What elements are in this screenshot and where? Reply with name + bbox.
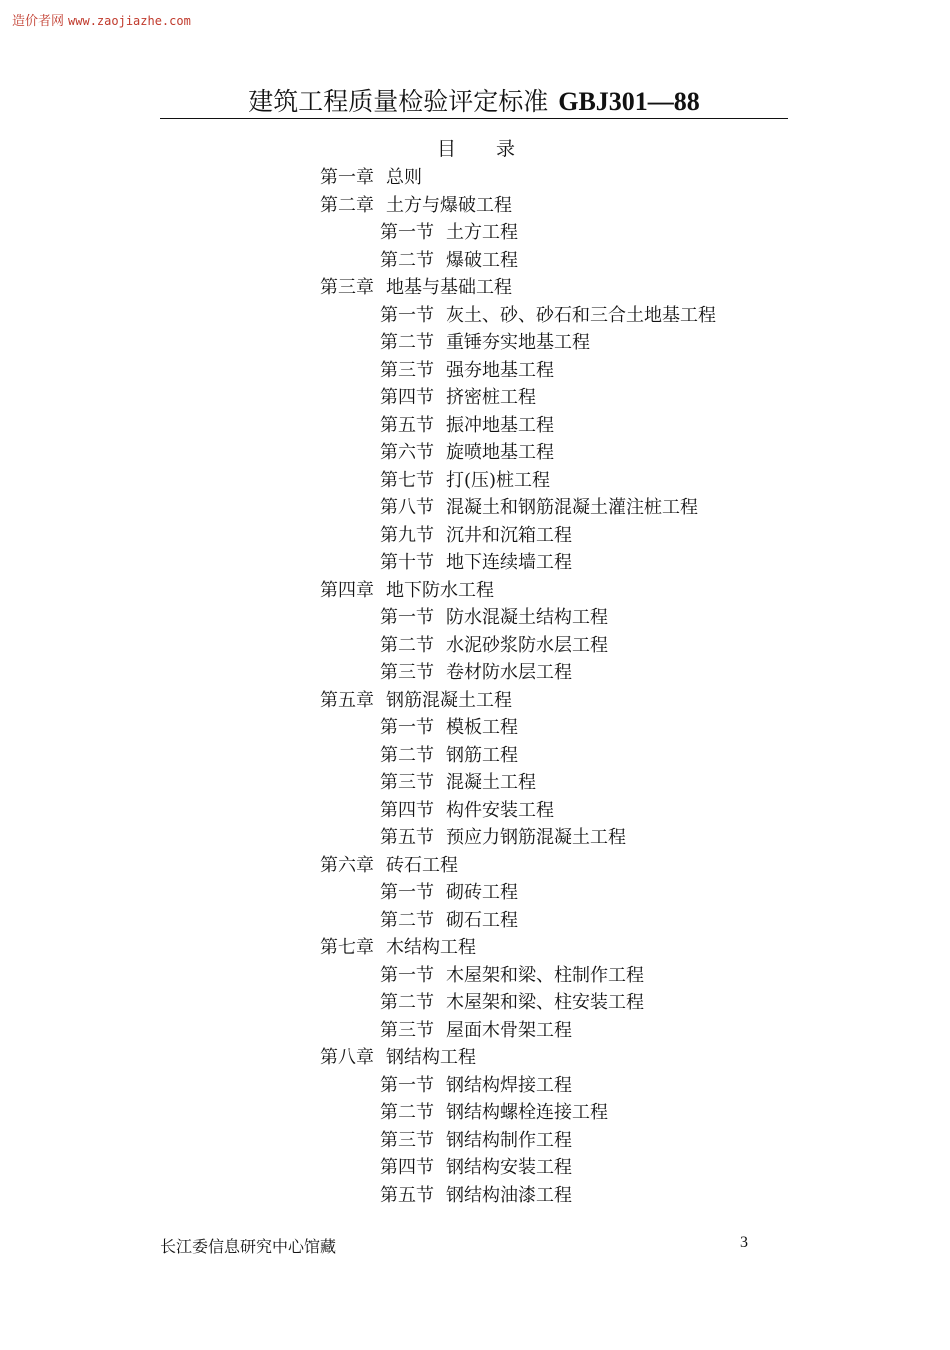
toc-entry-number: 第二节 (380, 634, 434, 656)
toc-entry-number: 第四节 (380, 799, 434, 821)
title-text: 建筑工程质量检验评定标准 (248, 87, 549, 116)
toc-entry-number: 第三节 (380, 359, 434, 381)
toc-entry-number: 第一节 (380, 607, 434, 628)
toc-entry-number: 第一节 (380, 1074, 434, 1096)
toc-section-entry[interactable] (320, 1072, 820, 1100)
toc-entry-number: 第九节 (380, 524, 434, 546)
toc-section-entry[interactable] (320, 549, 820, 577)
toc-entry-title: 强夯地基工程 (446, 359, 554, 381)
toc-entry-title: 混凝土和钢筋混凝土灌注桩工程 (446, 497, 698, 518)
toc-entry-number: 第三节 (380, 662, 434, 683)
toc-section-entry[interactable] (320, 219, 820, 247)
toc-section-entry[interactable] (320, 494, 820, 522)
site-watermark (12, 10, 191, 29)
toc-entry-number: 第二章 (320, 194, 374, 216)
toc-entry-number: 第十节 (380, 552, 434, 573)
toc-entry-title: 钢结构螺栓连接工程 (446, 1102, 608, 1123)
toc-entry-title: 构件安装工程 (446, 799, 554, 821)
toc-entry-number: 第二节 (380, 744, 434, 766)
toc-chapter-entry[interactable] (320, 164, 820, 192)
toc-section-entry[interactable] (320, 302, 820, 330)
toc-entry-title: 灰土、砂、砂石和三合土地基工程 (446, 304, 716, 326)
toc-entry-number: 第二节 (380, 992, 434, 1013)
toc-entry-number: 第二节 (380, 249, 434, 271)
toc-entry-title: 挤密桩工程 (446, 387, 536, 408)
toc-section-entry[interactable] (320, 604, 820, 632)
toc-entry-number: 第一节 (380, 304, 434, 326)
toc-section-entry[interactable] (320, 1182, 820, 1210)
toc-entry-number: 第八节 (380, 497, 434, 518)
toc-entry-title: 地下防水工程 (386, 579, 494, 601)
toc-entry-title: 重锤夯实地基工程 (446, 332, 590, 353)
toc-section-entry[interactable] (320, 989, 820, 1017)
toc-entry-number: 第四节 (380, 387, 434, 408)
toc-entry-title: 混凝土工程 (446, 772, 536, 793)
toc-section-entry[interactable] (320, 659, 820, 687)
toc-entry-title: 地下连续墙工程 (446, 552, 572, 573)
toc-entry-number: 第二节 (380, 1102, 434, 1123)
toc-entry-title: 打(压)桩工程 (446, 469, 551, 491)
toc-section-entry[interactable] (320, 357, 820, 385)
toc-chapter-entry[interactable] (320, 192, 820, 220)
toc-entry-title: 钢结构制作工程 (446, 1129, 572, 1151)
toc-chapter-entry[interactable] (320, 852, 820, 880)
toc-entry-title: 防水混凝土结构工程 (446, 607, 608, 628)
toc-entry-title: 土方与爆破工程 (386, 194, 512, 216)
toc-entry-title: 振冲地基工程 (446, 414, 554, 436)
page-number: 3 (740, 1234, 748, 1251)
toc-entry-number: 第五节 (380, 414, 434, 436)
toc-entry-title: 旋喷地基工程 (446, 442, 554, 463)
toc-entry-title: 爆破工程 (446, 249, 518, 271)
toc-entry-title: 木结构工程 (386, 937, 476, 958)
toc-section-entry[interactable] (320, 824, 820, 852)
toc-entry-number: 第三节 (380, 772, 434, 793)
toc-entry-title: 砌砖工程 (446, 882, 518, 903)
toc-entry-number: 第三节 (380, 1019, 434, 1041)
toc-section-entry[interactable] (320, 439, 820, 467)
toc-entry-number: 第一节 (380, 222, 434, 243)
watermark-url[interactable]: www.zaojiazhe.com (68, 14, 191, 28)
toc-section-entry[interactable] (320, 329, 820, 357)
toc-heading: 目录 (437, 138, 556, 160)
toc-entry-title: 地基与基础工程 (386, 277, 512, 298)
toc-entry-number: 第六节 (380, 442, 434, 463)
toc-entry-number: 第一节 (380, 717, 434, 738)
toc-section-entry[interactable] (320, 1017, 820, 1045)
toc-entry-number: 第一章 (320, 167, 374, 188)
toc-section-entry[interactable] (320, 742, 820, 770)
toc-entry-title: 水泥砂浆防水层工程 (446, 634, 608, 656)
watermark-name: 造价者网 (12, 14, 65, 29)
toc-entry-number: 第一节 (380, 882, 434, 903)
toc-entry-number: 第六章 (320, 854, 374, 876)
toc-entry-title: 卷材防水层工程 (446, 662, 572, 683)
toc-entry-title: 沉井和沉箱工程 (446, 524, 572, 546)
toc-section-entry[interactable] (320, 467, 820, 495)
toc-entry-number: 第四章 (320, 579, 374, 601)
toc-section-entry[interactable] (320, 879, 820, 907)
toc-section-entry[interactable] (320, 384, 820, 412)
toc-section-entry[interactable] (320, 412, 820, 440)
toc-entry-title: 砌石工程 (446, 909, 518, 931)
toc-entry-title: 总则 (386, 167, 422, 188)
toc-section-entry[interactable] (320, 769, 820, 797)
toc-entry-number: 第五节 (380, 1184, 434, 1206)
toc-entry-number: 第四节 (380, 1157, 434, 1178)
footer-source: 长江委信息研究中心馆藏 (160, 1237, 337, 1256)
toc-section-entry[interactable] (320, 714, 820, 742)
toc-entry-title: 钢结构工程 (386, 1047, 476, 1068)
standard-code: GBJ301—88 (558, 87, 700, 116)
title-divider (160, 118, 788, 119)
toc-entry-number: 第八章 (320, 1047, 374, 1068)
toc-section-entry[interactable] (320, 247, 820, 275)
toc-section-entry[interactable] (320, 522, 820, 550)
toc-entry-title: 砖石工程 (386, 854, 458, 876)
toc-entry-title: 木屋架和梁、柱安装工程 (446, 992, 644, 1013)
toc-entry-title: 钢结构油漆工程 (446, 1184, 572, 1206)
toc-entry-title: 土方工程 (446, 222, 518, 243)
toc-chapter-entry[interactable] (320, 577, 820, 605)
toc-entry-title: 钢结构安装工程 (446, 1157, 572, 1178)
toc-section-entry[interactable] (320, 1099, 820, 1127)
toc-chapter-entry[interactable] (320, 274, 820, 302)
toc-entry-title: 屋面木骨架工程 (446, 1019, 572, 1041)
toc-entry-number: 第三节 (380, 1129, 434, 1151)
document-title (160, 82, 788, 118)
toc-section-entry[interactable] (320, 797, 820, 825)
toc-chapter-entry[interactable] (320, 934, 820, 962)
toc-section-entry[interactable] (320, 1154, 820, 1182)
toc-entry-number: 第二节 (380, 909, 434, 931)
toc-section-entry[interactable] (320, 962, 820, 990)
toc-chapter-entry[interactable] (320, 1044, 820, 1072)
toc-entry-number: 第七章 (320, 937, 374, 958)
toc-entry-number: 第三章 (320, 277, 374, 298)
toc-entry-number: 第七节 (380, 469, 434, 491)
toc-section-entry[interactable] (320, 632, 820, 660)
toc-entry-title: 木屋架和梁、柱制作工程 (446, 964, 644, 986)
toc-entry-title: 钢结构焊接工程 (446, 1074, 572, 1096)
toc-chapter-entry[interactable] (320, 687, 820, 715)
toc-entry-number: 第一节 (380, 964, 434, 986)
toc-section-entry[interactable] (320, 907, 820, 935)
toc-entry-number: 第二节 (380, 332, 434, 353)
table-of-contents (320, 164, 820, 1209)
toc-entry-number: 第五节 (380, 827, 434, 848)
toc-entry-title: 钢筋混凝土工程 (386, 689, 512, 711)
toc-entry-title: 钢筋工程 (446, 744, 518, 766)
toc-section-entry[interactable] (320, 1127, 820, 1155)
toc-entry-title: 模板工程 (446, 717, 518, 738)
toc-entry-title: 预应力钢筋混凝土工程 (446, 827, 626, 848)
toc-entry-number: 第五章 (320, 689, 374, 711)
